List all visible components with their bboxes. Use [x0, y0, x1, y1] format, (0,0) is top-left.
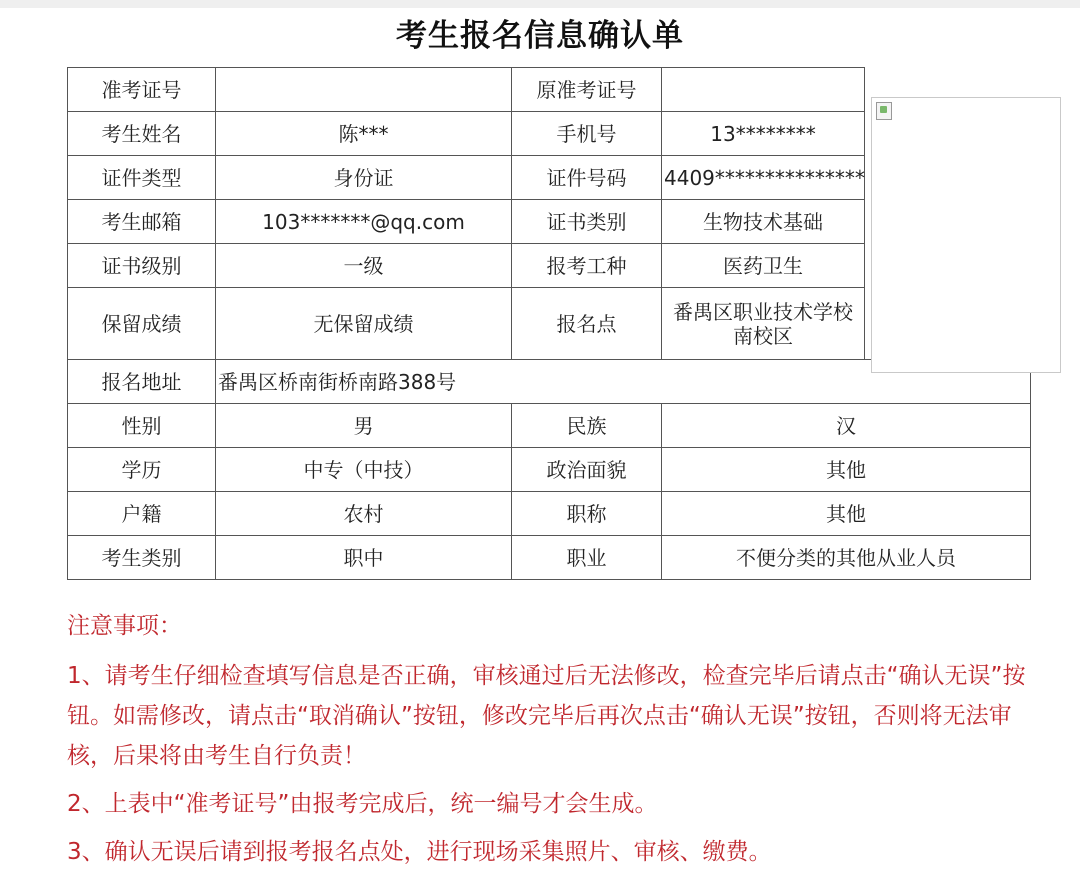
- id-number-value: 4409***************: [662, 156, 865, 200]
- field-label: 性别: [68, 404, 216, 448]
- gender-value: 男: [216, 404, 512, 448]
- note-item: 2、上表中“准考证号”由报考完成后，统一编号才会生成。: [67, 791, 658, 817]
- name-value: 陈***: [216, 112, 512, 156]
- field-label: 证书级别: [68, 244, 216, 288]
- field-label: 报名点: [512, 288, 662, 360]
- field-label: 考生邮箱: [68, 200, 216, 244]
- certificate-level-value: 一级: [216, 244, 512, 288]
- page-title: 考生报名信息确认单: [396, 18, 684, 54]
- field-label: 保留成绩: [68, 288, 216, 360]
- title-value: 其他: [662, 492, 1031, 536]
- field-label: 报考工种: [512, 244, 662, 288]
- note-item: 1、请考生仔细检查填写信息是否正确，审核通过后无法修改，检查完毕后请点击“确认无误”按钮。如需修改，请点击“取消确认”按钮，修改完毕后再次点击“确认无误”按钮，否则将无法审核，后果将由考生自行负责！: [67, 663, 1026, 769]
- registration-site-line2: 南校区: [733, 323, 793, 348]
- field-label: 政治面貌: [512, 448, 662, 492]
- candidate-category-value: 职中: [216, 536, 512, 580]
- occupation-value: 不便分类的其他从业人员: [662, 536, 1031, 580]
- field-label: 户籍: [68, 492, 216, 536]
- id-type-value: 身份证: [216, 156, 512, 200]
- table-row: [68, 492, 1031, 536]
- registration-info-table: [67, 67, 1031, 580]
- household-value: 农村: [216, 492, 512, 536]
- photo-cell: [865, 68, 1031, 360]
- field-label: 报名地址: [68, 360, 216, 404]
- field-label: 民族: [512, 404, 662, 448]
- table-row: [68, 448, 1031, 492]
- field-label: 手机号: [512, 112, 662, 156]
- ethnicity-value: 汉: [662, 404, 1031, 448]
- registration-site-line1: 番禺区职业技术学校: [673, 299, 853, 324]
- note-item: 3、确认无误后请到报考报名点处，进行现场采集照片、审核、缴费。: [67, 839, 772, 865]
- email-value: 103*******@qq.com: [216, 200, 512, 244]
- retained-score-value: 无保留成绩: [216, 288, 512, 360]
- field-label: 准考证号: [68, 68, 216, 112]
- political-status-value: 其他: [662, 448, 1031, 492]
- field-label: 职业: [512, 536, 662, 580]
- notes-section: [67, 606, 1042, 880]
- phone-value: 13********: [662, 112, 865, 156]
- field-label: 原准考证号: [512, 68, 662, 112]
- table-row: [68, 536, 1031, 580]
- registration-site-value: [662, 288, 865, 360]
- broken-image-icon: [876, 102, 892, 120]
- table-row: [68, 68, 1031, 112]
- field-label: 学历: [68, 448, 216, 492]
- education-value: 中专（中技）: [216, 448, 512, 492]
- registration-address-value: 番禺区桥南街桥南路388号: [216, 360, 1031, 404]
- field-label: 证书类别: [512, 200, 662, 244]
- notes-title: 注意事项：: [67, 613, 182, 639]
- field-label: 考生类别: [68, 536, 216, 580]
- table-row: [68, 404, 1031, 448]
- admission-number-value: [216, 68, 512, 112]
- certificate-category-value: 生物技术基础: [662, 200, 865, 244]
- candidate-photo: [871, 97, 1061, 373]
- top-strip: [0, 0, 1080, 8]
- field-label: 考生姓名: [68, 112, 216, 156]
- original-admission-number-value: [662, 68, 865, 112]
- field-label: 证件类型: [68, 156, 216, 200]
- field-label: 职称: [512, 492, 662, 536]
- field-label: 证件号码: [512, 156, 662, 200]
- job-type-value: 医药卫生: [662, 244, 865, 288]
